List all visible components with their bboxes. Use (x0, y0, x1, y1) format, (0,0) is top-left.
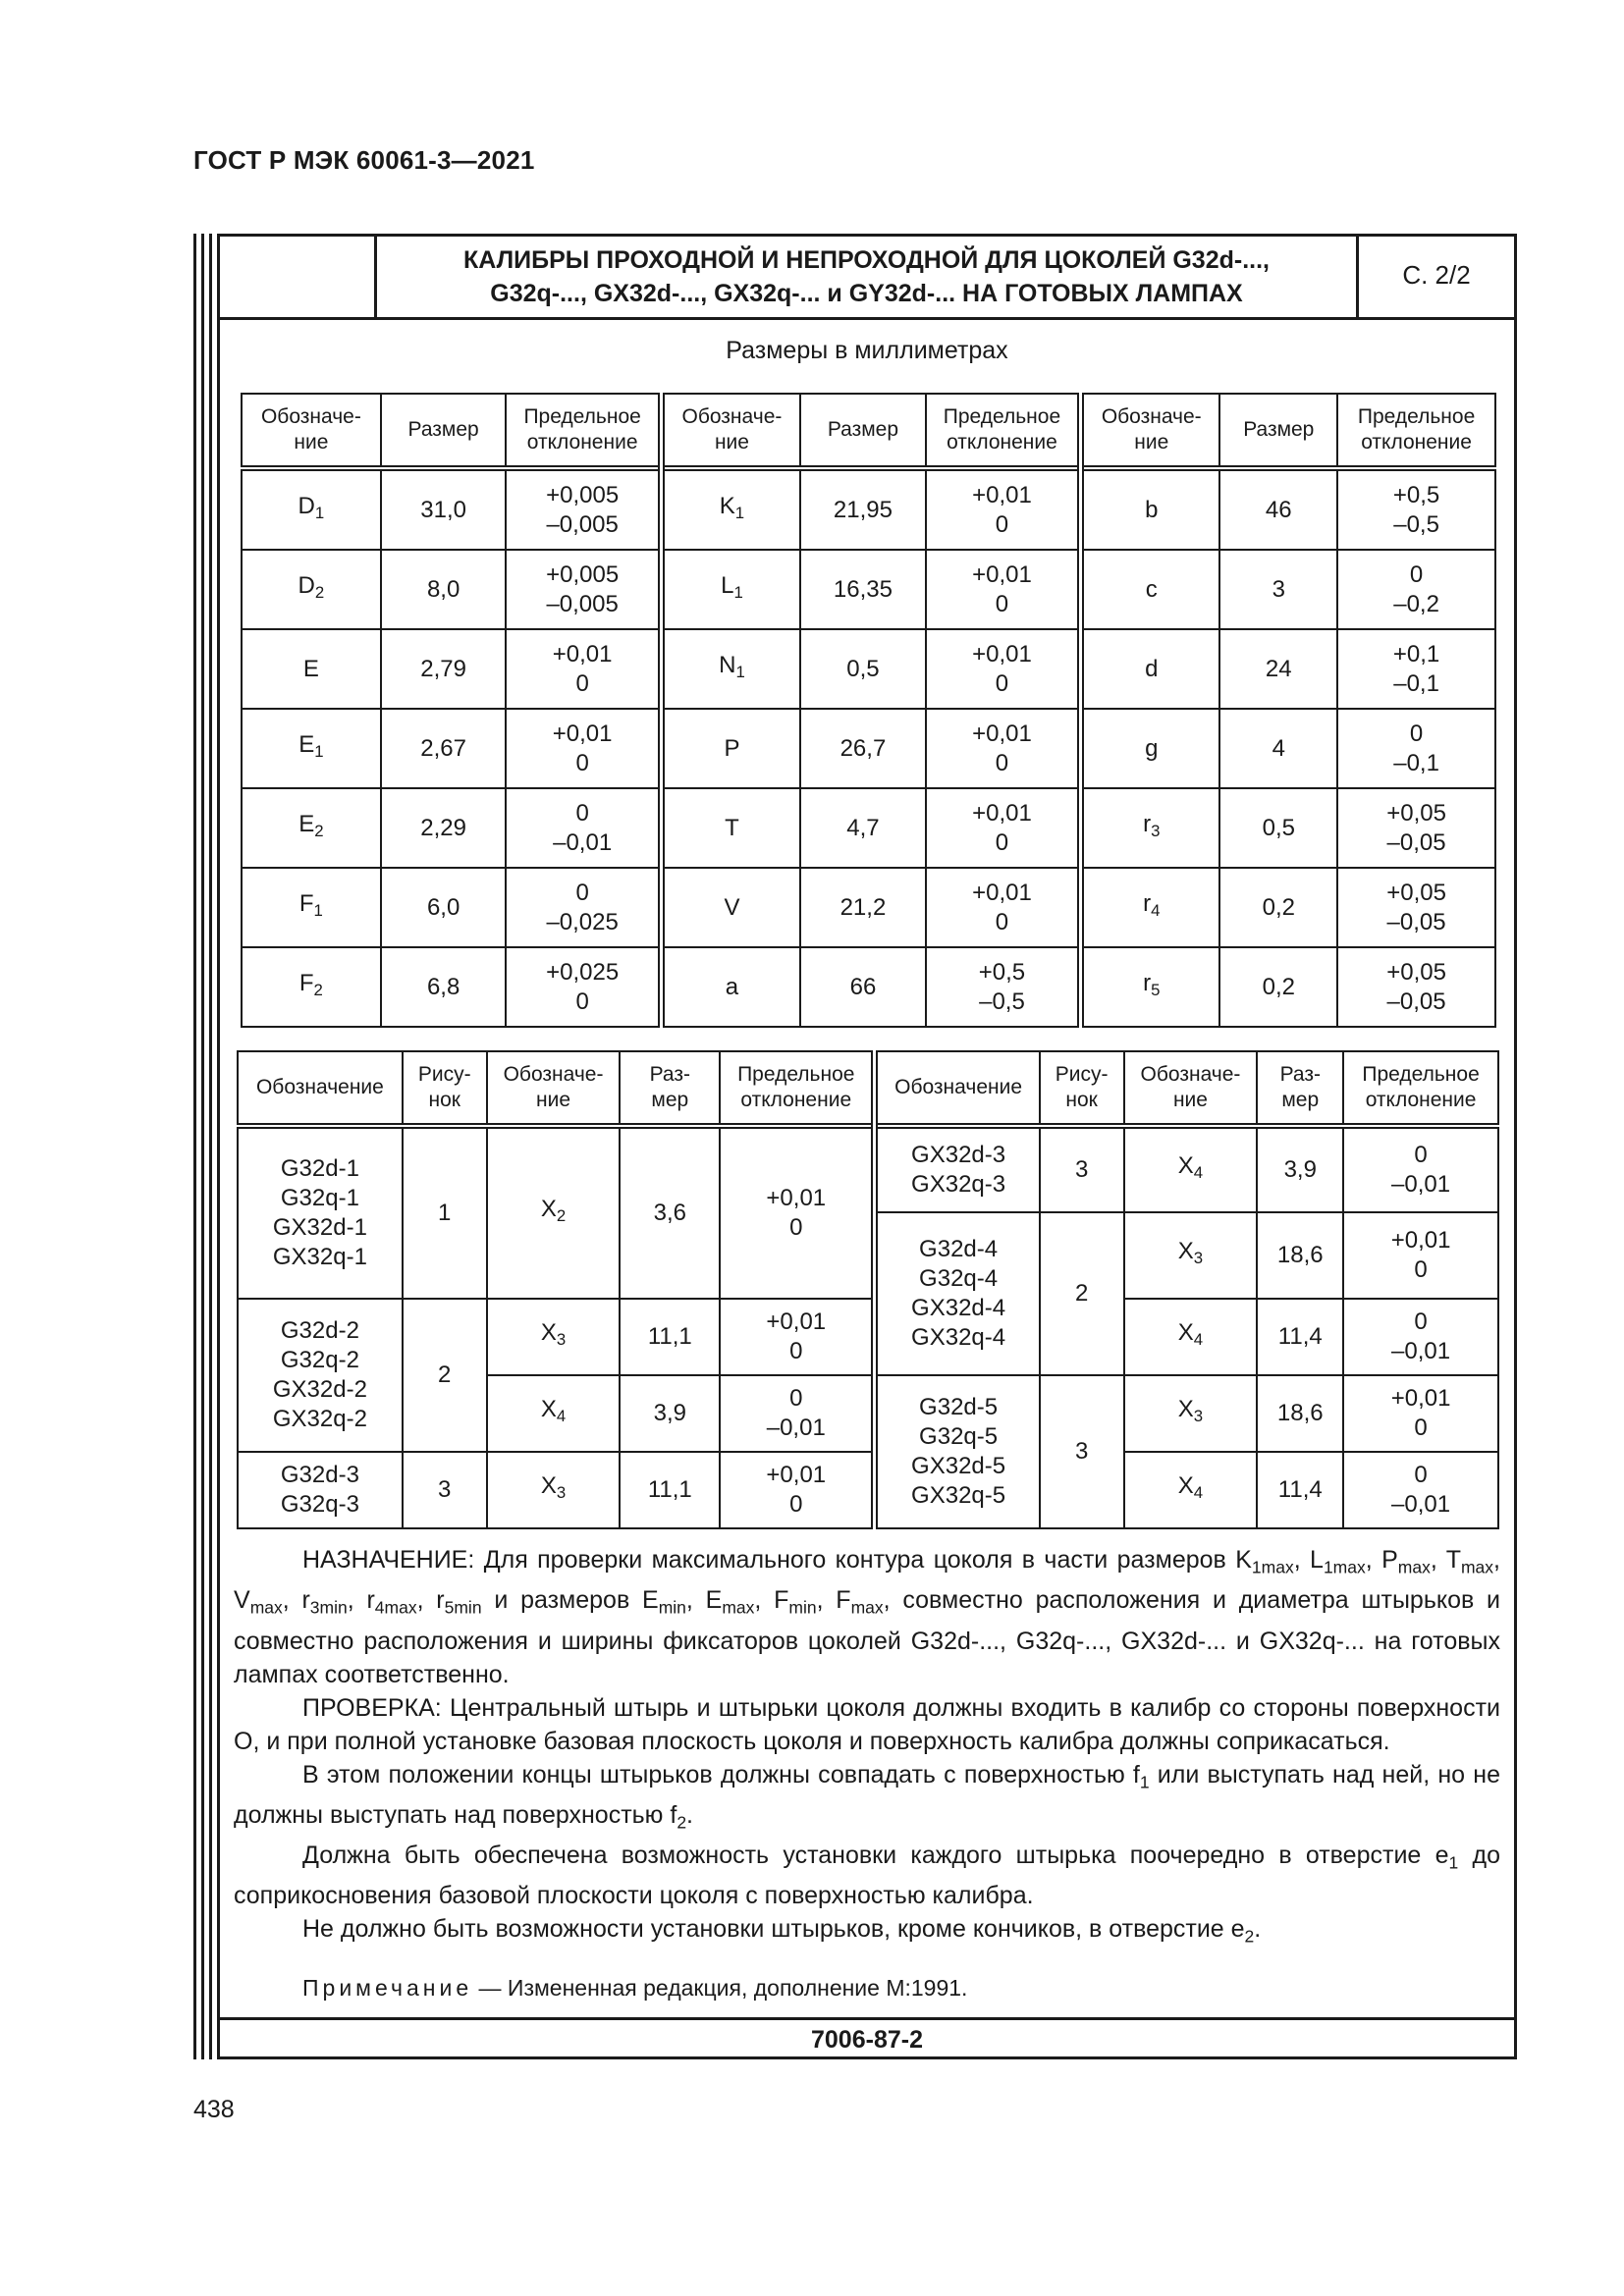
sheet-page-ref: С. 2/2 (1402, 260, 1471, 290)
deviation-cell (1337, 947, 1495, 1027)
size-cell: 2,67 (381, 709, 507, 788)
base-type: G32d-3 (280, 1462, 359, 1488)
deviation-cell (926, 868, 1081, 947)
deviation-cell (720, 1452, 875, 1528)
table-header-cell: Обозначе- ние (1124, 1051, 1258, 1126)
size-cell: 66 (800, 947, 926, 1027)
deviation-lower: –0,01 (1391, 1171, 1451, 1198)
base-type: GX32d-3 (911, 1142, 1006, 1168)
deviation-cell (926, 947, 1081, 1027)
deviation-upper: 0 (1409, 561, 1424, 588)
deviation-lower: 0 (789, 1338, 803, 1364)
base-type: GX32q-2 (272, 1406, 367, 1432)
size-cell: 11,4 (1257, 1452, 1343, 1528)
deviation-lower: –0,05 (1386, 988, 1446, 1015)
deviation-cell (1343, 1375, 1498, 1452)
table-header-cell: Раз- мер (620, 1051, 720, 1126)
deviation-cell (506, 947, 661, 1027)
note-text: — Измененная редакция, дополнение M:1991. (472, 1975, 968, 2001)
deviation-upper: +0,01 (972, 799, 1032, 827)
deviation-cell (506, 550, 661, 629)
base-type: GX32d-4 (911, 1295, 1006, 1321)
deviation-upper: +0,5 (1392, 481, 1440, 508)
deviation-lower: 0 (575, 669, 589, 697)
designation-cell: $F_1$ (242, 868, 381, 947)
table-row (238, 1126, 1498, 1212)
table-header-cell: Рису- нок (1040, 1051, 1124, 1126)
gauge-table (237, 1050, 1499, 1529)
deviation-upper: +0,1 (1392, 640, 1440, 667)
deviation-cell (1343, 1452, 1498, 1528)
deviation-upper: +0,01 (972, 481, 1032, 508)
size-cell: 0,5 (800, 629, 926, 709)
margin-rule (193, 234, 196, 2059)
deviation-cell (926, 629, 1081, 709)
deviation-cell (926, 709, 1081, 788)
base-type: G32q-1 (280, 1185, 359, 1211)
deviation-upper: +0,01 (766, 1462, 827, 1488)
designation-cell: $X_3$ (1124, 1212, 1258, 1299)
description-text (234, 1543, 1500, 1953)
deviation-upper: +0,01 (972, 879, 1032, 906)
size-cell: 11,4 (1257, 1299, 1343, 1375)
base-cell (238, 1299, 403, 1452)
table-header-cell: Обозначе- ние (242, 394, 381, 468)
table-header-cell: Размер (381, 394, 507, 468)
deviation-lower: –0,005 (546, 510, 619, 538)
deviation-upper: 0 (1414, 1308, 1428, 1335)
table-header-cell: Предельное отклонение (926, 394, 1081, 468)
deviation-upper: +0,01 (766, 1308, 827, 1335)
deviation-upper: +0,01 (972, 720, 1032, 747)
note-label: Примечание (302, 1975, 473, 2001)
designation-cell: $L_1$ (661, 550, 800, 629)
deviation-lower: 0 (789, 1214, 803, 1241)
check-paragraph: ПРОВЕРКА: Центральный штырь и штырьки цоколя должны входить в калибр со стороны поверхности O, и при полной установке базовая плоскость цоколя и поверхность калибра должны соприкасаться. (234, 1693, 1500, 1755)
base-type: GX32d-2 (272, 1376, 367, 1403)
designation-cell: b (1081, 468, 1220, 550)
deviation-cell (1337, 550, 1495, 629)
size-cell: 8,0 (381, 550, 507, 629)
base-type: G32q-3 (280, 1491, 359, 1518)
base-type: G32q-2 (280, 1347, 359, 1373)
size-cell: 0,5 (1219, 788, 1337, 868)
figure-cell: 1 (403, 1126, 487, 1299)
size-cell: 21,95 (800, 468, 926, 550)
deviation-upper: +0,025 (546, 958, 620, 986)
size-cell: 16,35 (800, 550, 926, 629)
size-cell: 2,79 (381, 629, 507, 709)
size-cell: 3,9 (620, 1375, 720, 1452)
size-cell: 11,1 (620, 1299, 720, 1375)
deviation-lower: 0 (995, 590, 1009, 617)
size-cell: 4,7 (800, 788, 926, 868)
table-header-cell: Раз- мер (1257, 1051, 1343, 1126)
sheet-title: КАЛИБРЫ ПРОХОДНОЙ И НЕПРОХОДНОЙ ДЛЯ ЦОКОЛЕЙ G32d-..., G32q-..., GX32d-..., GX32q-... и GY32d-... НА ГОТОВЫХ ЛАМПАХ (462, 246, 1270, 307)
deviation-lower: 0 (995, 669, 1009, 697)
deviation-lower: –0,01 (1391, 1491, 1451, 1518)
figure-cell: 2 (1040, 1212, 1124, 1375)
designation-cell: T (661, 788, 800, 868)
deviation-upper: 0 (575, 879, 589, 906)
deviation-cell (1337, 468, 1495, 550)
designation-cell: $E_1$ (242, 709, 381, 788)
designation-cell: $r_4$ (1081, 868, 1220, 947)
base-type: G32d-1 (280, 1155, 359, 1182)
designation-cell: $r_3$ (1081, 788, 1220, 868)
designation-cell: a (661, 947, 800, 1027)
table-header-cell: Обозначе- ние (1081, 394, 1220, 468)
deviation-lower: 0 (1414, 1256, 1428, 1283)
deviation-upper: +0,005 (546, 481, 620, 508)
deviation-upper: +0,01 (552, 640, 613, 667)
size-cell: 46 (1219, 468, 1337, 550)
base-cell (238, 1126, 403, 1299)
document-header: ГОСТ Р МЭК 60061-3—2021 (193, 145, 535, 175)
figure-cell: 2 (403, 1299, 487, 1452)
table-header-cell: Предельное отклонение (1337, 394, 1495, 468)
base-type: GX32q-5 (911, 1482, 1006, 1509)
deviation-lower: –0,025 (546, 908, 619, 935)
figure-cell: 3 (1040, 1126, 1124, 1212)
designation-cell: P (661, 709, 800, 788)
base-cell (238, 1452, 403, 1528)
size-cell: 0,2 (1219, 868, 1337, 947)
size-cell: 2,29 (381, 788, 507, 868)
base-type: G32d-4 (919, 1236, 999, 1262)
deviation-upper: +0,01 (972, 640, 1032, 667)
margin-rule (209, 234, 212, 2059)
table-header-cell: Предельное отклонение (506, 394, 661, 468)
table-row (238, 1452, 1498, 1528)
deviation-lower: 0 (995, 749, 1009, 776)
base-type: G32q-4 (919, 1265, 999, 1292)
title-block (217, 234, 1517, 320)
deviation-lower: –0,5 (979, 988, 1025, 1015)
designation-cell: d (1081, 629, 1220, 709)
deviation-cell (1337, 709, 1495, 788)
designation-cell: $D_1$ (242, 468, 381, 550)
designation-cell: V (661, 868, 800, 947)
deviation-cell (506, 468, 661, 550)
designation-cell: $X_3$ (487, 1299, 621, 1375)
deviation-lower: –0,05 (1386, 828, 1446, 856)
size-cell: 21,2 (800, 868, 926, 947)
position-paragraph: В этом положении концы штырьков должны совпадать с поверхностью $f_1$ или выступать над ней, но не должны выступать над поверхностью $f_2$. (234, 1760, 1500, 1832)
table-header-cell: Предельное отклонение (720, 1051, 875, 1126)
base-type: G32q-5 (919, 1423, 999, 1450)
deviation-upper: 0 (789, 1385, 803, 1412)
deviation-lower: –0,05 (1386, 908, 1446, 935)
sheet-code: 7006-87-2 (217, 2017, 1517, 2059)
designation-cell: $E_2$ (242, 788, 381, 868)
note (302, 1975, 967, 2002)
size-cell: 26,7 (800, 709, 926, 788)
designation-cell: $D_2$ (242, 550, 381, 629)
size-cell: 3 (1219, 550, 1337, 629)
size-cell: 4 (1219, 709, 1337, 788)
table-row (242, 550, 1495, 629)
deviation-cell (1337, 868, 1495, 947)
deviation-upper: 0 (1414, 1462, 1428, 1488)
size-cell: 3,9 (1257, 1126, 1343, 1212)
insert-paragraph: Должна быть обеспечена возможность установки каждого штырька поочередно в отверстие $e_1$ до соприкосновения базовой плоскости цоколя с поверхностью калибра. (234, 1842, 1501, 1910)
designation-cell: E (242, 629, 381, 709)
deviation-cell (1337, 629, 1495, 709)
designation-cell: $F_2$ (242, 947, 381, 1027)
deviation-cell (720, 1375, 875, 1452)
table-row (242, 629, 1495, 709)
deviation-upper: 0 (1409, 720, 1424, 747)
dimensions-table (241, 393, 1496, 1028)
deviation-lower: –0,5 (1393, 510, 1439, 538)
table-header-cell: Размер (800, 394, 926, 468)
table-row (242, 468, 1495, 550)
no-insert-paragraph: Не должно быть возможности установки штырьков, кроме кончиков, в отверстие $e_2$. (302, 1915, 1262, 1947)
base-type: GX32d-1 (272, 1214, 367, 1241)
size-cell: 0,2 (1219, 947, 1337, 1027)
deviation-cell (720, 1299, 875, 1375)
figure-cell: 3 (403, 1452, 487, 1528)
table-row (238, 1299, 1498, 1375)
deviation-cell (506, 788, 661, 868)
table-row (242, 788, 1495, 868)
size-cell: 3,6 (620, 1126, 720, 1299)
margin-rule (201, 234, 204, 2059)
deviation-lower: 0 (575, 749, 589, 776)
designation-cell: $X_4$ (487, 1375, 621, 1452)
deviation-upper: +0,01 (766, 1185, 827, 1211)
purpose-paragraph: НАЗНАЧЕНИЕ: Для проверки максимального контура цоколя в части размеров $K_{1max}$, $L_{1max}$, $P_{max}$, $T_{max}$, $V_{max}$, $r_{3min}$, $r_{4max}$, $r_{5min}$ и размеров $E_{min}$, $E_{max}$, $F_{min}$, $F_{max}$, совместно расположения и диаметра штырьков и совместно расположения и ширины фиксаторов цоколей G32d-..., G32q-..., GX32d-... и GX32q-... на готовых лампах соответственно. (234, 1546, 1500, 1688)
deviation-lower: 0 (789, 1491, 803, 1518)
deviation-cell (926, 550, 1081, 629)
deviation-upper: +0,005 (546, 561, 620, 588)
size-cell: 18,6 (1257, 1212, 1343, 1299)
deviation-cell (506, 709, 661, 788)
table-header-cell: Обозначение (238, 1051, 403, 1126)
deviation-upper: +0,01 (1390, 1385, 1451, 1412)
base-type: GX32q-4 (911, 1324, 1006, 1351)
base-type: G32d-5 (919, 1394, 999, 1420)
table-row (242, 868, 1495, 947)
designation-cell: $K_1$ (661, 468, 800, 550)
deviation-lower: –0,1 (1393, 669, 1439, 697)
deviation-cell (1343, 1299, 1498, 1375)
designation-cell: g (1081, 709, 1220, 788)
deviation-upper: +0,05 (1386, 879, 1446, 906)
deviation-lower: 0 (995, 908, 1009, 935)
designation-cell: $r_5$ (1081, 947, 1220, 1027)
table-header-cell: Обозначе- ние (661, 394, 800, 468)
deviation-upper: +0,5 (978, 958, 1026, 986)
table-row (242, 709, 1495, 788)
deviation-cell (1343, 1212, 1498, 1299)
deviation-lower: –0,01 (1391, 1338, 1451, 1364)
base-cell (875, 1375, 1040, 1528)
deviation-lower: –0,005 (546, 590, 619, 617)
size-cell: 24 (1219, 629, 1337, 709)
deviation-cell (506, 629, 661, 709)
table-header-cell: Обозначе- ние (487, 1051, 621, 1126)
deviation-lower: –0,1 (1393, 749, 1439, 776)
designation-cell: $X_4$ (1124, 1452, 1258, 1528)
deviation-lower: –0,01 (766, 1415, 826, 1441)
base-type: G32d-2 (280, 1317, 359, 1344)
size-cell: 6,8 (381, 947, 507, 1027)
table-header-cell: Обозначение (875, 1051, 1040, 1126)
deviation-lower: 0 (1414, 1415, 1428, 1441)
base-cell (875, 1212, 1040, 1375)
deviation-lower: 0 (995, 510, 1009, 538)
size-cell: 31,0 (381, 468, 507, 550)
size-cell: 11,1 (620, 1452, 720, 1528)
deviation-upper: +0,01 (552, 720, 613, 747)
designation-cell: $X_4$ (1124, 1299, 1258, 1375)
deviation-upper: +0,01 (972, 561, 1032, 588)
page-number: 438 (193, 2096, 235, 2123)
base-type: GX32d-5 (911, 1453, 1006, 1479)
size-cell: 18,6 (1257, 1375, 1343, 1452)
deviation-cell (506, 868, 661, 947)
deviation-lower: 0 (575, 988, 589, 1015)
size-cell: 6,0 (381, 868, 507, 947)
units-caption: Размеры в миллиметрах (726, 337, 1008, 364)
table-header-cell: Предельное отклонение (1343, 1051, 1498, 1126)
base-type: GX32q-3 (911, 1171, 1006, 1198)
table-row (242, 947, 1495, 1027)
table-header-cell: Размер (1219, 394, 1337, 468)
designation-cell: $X_4$ (1124, 1126, 1258, 1212)
deviation-cell (1343, 1126, 1498, 1212)
deviation-upper: 0 (575, 799, 589, 827)
deviation-lower: 0 (995, 828, 1009, 856)
deviation-lower: –0,01 (553, 828, 613, 856)
deviation-upper: +0,05 (1386, 958, 1446, 986)
designation-cell: $X_2$ (487, 1126, 621, 1299)
deviation-upper: +0,01 (1390, 1227, 1451, 1254)
table-header-cell: Рису- нок (403, 1051, 487, 1126)
designation-cell: c (1081, 550, 1220, 629)
designation-cell: $X_3$ (487, 1452, 621, 1528)
deviation-upper: 0 (1414, 1142, 1428, 1168)
deviation-upper: +0,05 (1386, 799, 1446, 827)
deviation-cell (720, 1126, 875, 1299)
deviation-cell (926, 468, 1081, 550)
deviation-lower: –0,2 (1393, 590, 1439, 617)
designation-cell: $X_3$ (1124, 1375, 1258, 1452)
deviation-cell (926, 788, 1081, 868)
base-cell (875, 1126, 1040, 1212)
figure-cell: 3 (1040, 1375, 1124, 1528)
deviation-cell (1337, 788, 1495, 868)
designation-cell: $N_1$ (661, 629, 800, 709)
base-type: GX32q-1 (272, 1244, 367, 1270)
